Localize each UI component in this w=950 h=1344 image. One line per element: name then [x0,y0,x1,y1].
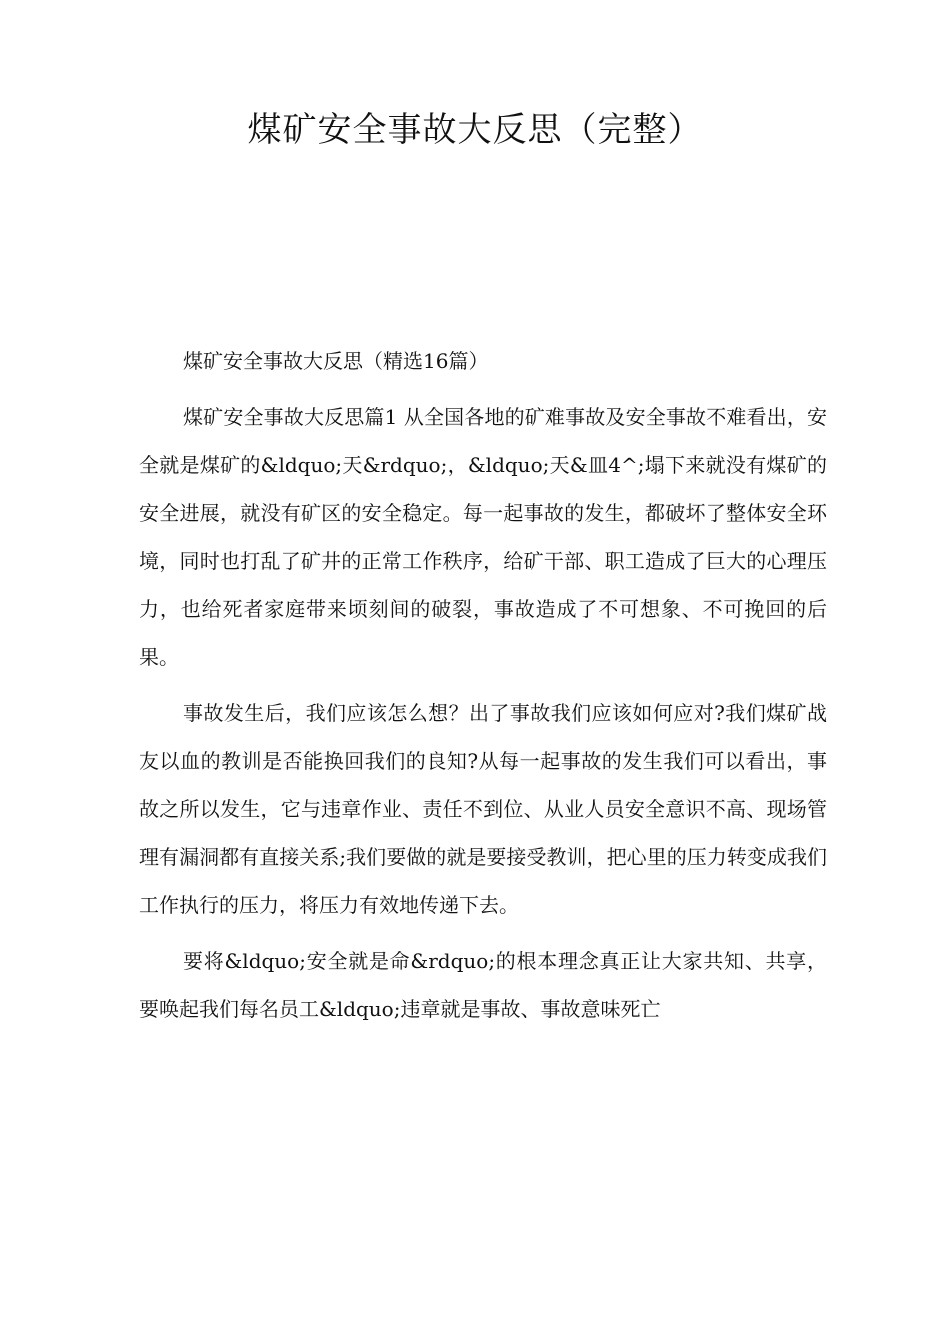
paragraph-subtitle: 煤矿安全事故大反思（精选16篇） [183,349,489,373]
paragraph: 煤矿安全事故大反思篇1 从全国各地的矿难事故及安全事故不难看出，安全就是煤矿的&ldquo;天&rdquo;，&ldquo;天&皿4^;塌下来就没有煤矿的安全进展，就没有矿区的安全稳定。每一起事故的发生，都破坏了整体安全环境，同时也打乱了矿井的正常工作秩序，给矿干部、职工造成了巨大的心理压力，也给死者家庭带来顷刻间的破裂，事故造成了不可想象、不可挽回的后果。 [139,405,827,669]
paragraph: 事故发生后，我们应该怎么想？出了事故我们应该如何应对?我们煤矿战友以血的教训是否能换回我们的良知?从每一起事故的发生我们可以看出，事故之所以发生，它与违章作业、责任不到位、从业人员安全意识不高、现场管理有漏洞都有直接关系;我们要做的就是要接受教训，把心里的压力转变成我们工作执行的压力，将压力有效地传递下去。 [139,701,827,917]
document-title: 煤矿安全事故大反思（完整） [247,110,703,150]
document-body [139,337,827,1041]
paragraph: 要将&ldquo;安全就是命&rdquo;的根本理念真正让大家共知、共享，要唤起我们每名员工&ldquo;违章就是事故、事故意味死亡 [139,949,827,1021]
